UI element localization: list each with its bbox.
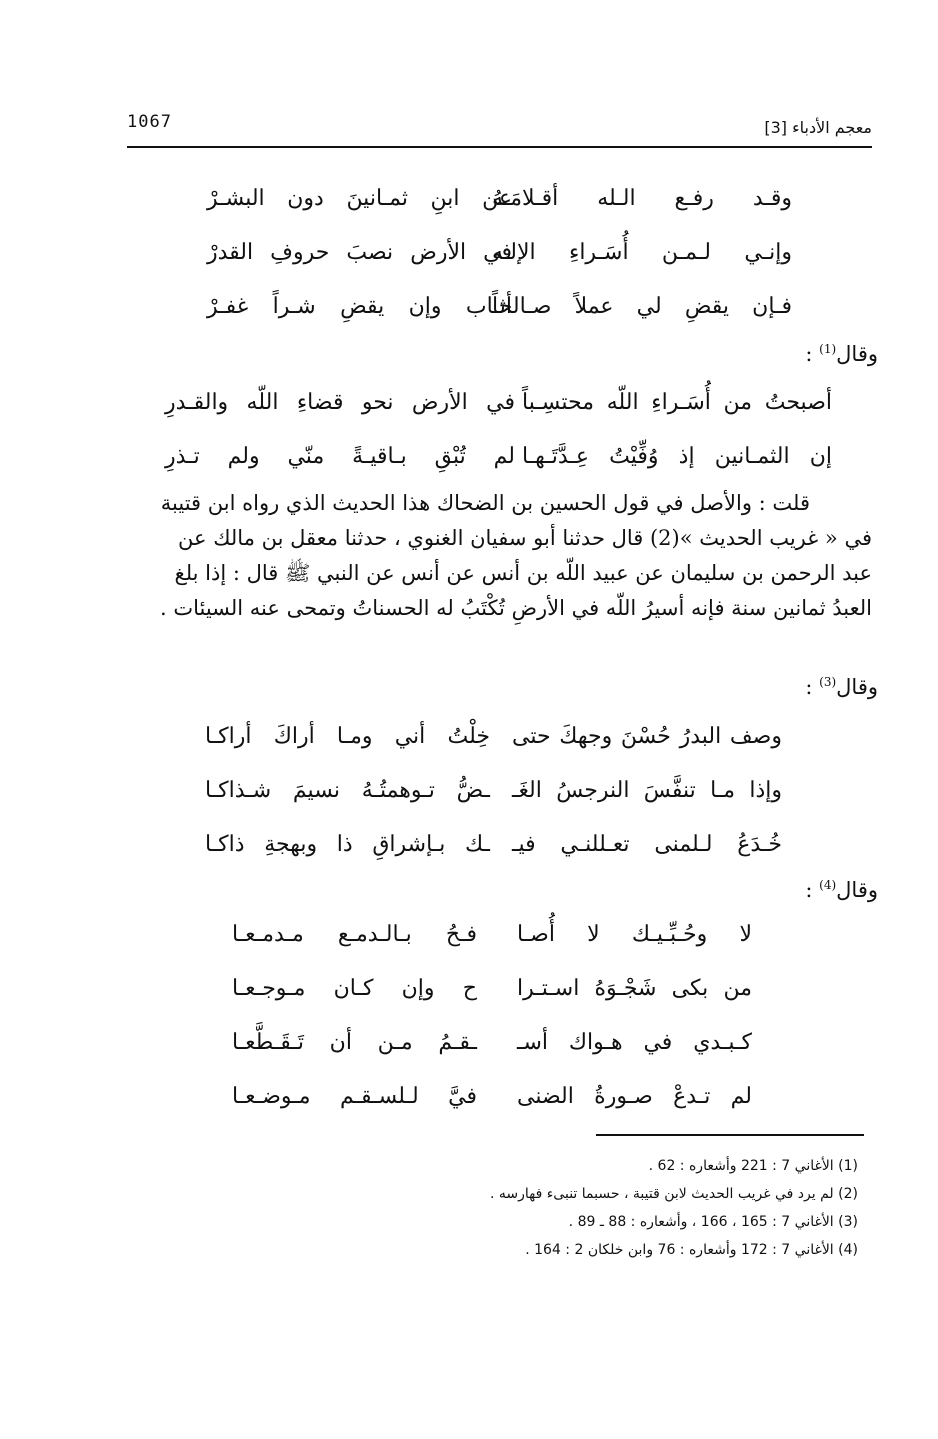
second-hemistich: ح وإن كـان مـوجـعـا: [232, 976, 477, 1001]
poem-intro: [805, 675, 878, 699]
verse-line: [127, 768, 872, 822]
first-hemistich: لا وحُـبِّـيـك لا أُصـا: [517, 922, 752, 947]
intro-text: وقال: [836, 342, 878, 366]
poem-intro: [805, 342, 878, 366]
poem-2: [127, 380, 872, 488]
second-hemistich: خِلْتُ أني ومـا أراكَ أراكـا: [205, 724, 490, 749]
footnote-ref: (3): [819, 675, 837, 689]
second-hemistich: لم تُبْقِ بـاقيـةً منّي ولم تـذرِ: [165, 444, 515, 469]
footnote-item: (4) الأغاني 7 : 172 وأشعاره : 76 وابن خلكان 2 : 164 .: [525, 1242, 858, 1258]
prose-paragraph: [125, 486, 872, 626]
first-hemistich: أصبحتُ من أُسَـراءِ اللّه محتسِـباً: [522, 390, 832, 415]
footnote-item: (1) الأغاني 7 : 221 وأشعاره : 62 .: [648, 1158, 858, 1174]
second-hemistich: أثـاب وإن يقضِ شـراً غفـرْ: [207, 294, 512, 319]
prose-line: قلت : والأصل في قول الحسين بن الضحاك هذا الحديث الذي رواه ابن قتيبة: [160, 491, 810, 515]
verse-line: [127, 822, 872, 876]
first-hemistich: من بكى شَجْـوَهُ اسـتـرا: [517, 976, 752, 1001]
second-hemistich: في الأرض نصبَ حروفِ القدرْ: [207, 240, 512, 265]
footnotes: [118, 1158, 858, 1270]
footnote-divider: [596, 1134, 864, 1136]
first-hemistich: خُـدَعُ لـلمنى تعـللنـي فيـ: [512, 832, 782, 857]
intro-text: وقال: [836, 878, 878, 902]
verse-line: [127, 434, 872, 488]
verse-line: [127, 176, 872, 230]
footnote-ref: (1): [819, 342, 837, 356]
second-hemistich: ـقـمُ مـن أن تَـقَـطَّعـا: [232, 1030, 477, 1055]
intro-text: وقال: [836, 675, 878, 699]
second-hemistich: عن ابنِ ثمـانينَ دون البشـرْ: [207, 186, 512, 211]
second-hemistich: ـك بـإشراقِ ذا وبهجةِ ذاكـا: [205, 832, 490, 857]
prose-line: في « غريب الحديث »(2) قال حدثنا أبو سفيان الغنوي ، حدثنا معقل بن مالك عن: [178, 526, 872, 550]
first-hemistich: وقـد رفـع الـله أقـلامَـهُ: [492, 186, 792, 211]
footnote-item: (3) الأغاني 7 : 165 ، 166 ، وأشعاره : 88 ـ 89 .: [568, 1214, 858, 1230]
poem-1: [127, 176, 872, 338]
intro-colon: :: [805, 342, 820, 366]
verse-line: [127, 912, 872, 966]
first-hemistich: كـبـدي في هـواك أسـ: [517, 1030, 752, 1055]
page-header: [127, 104, 872, 148]
verse-line: [127, 714, 872, 768]
verse-line: [127, 284, 872, 338]
second-hemistich: ـضُّ تـوهمتُـهُ نسيمَ شـذاكـا: [205, 778, 490, 803]
header-divider: [127, 146, 872, 148]
page-number: 1067: [127, 112, 172, 132]
intro-colon: :: [805, 878, 820, 902]
first-hemistich: إن الثمـانين إذ وُفِّيْتُ عِـدَّتَـهـا: [522, 444, 832, 469]
footnote-item: (2) لم يرد في غريب الحديث لابن قتيبة ، حسبما تنبىء فهارسه .: [489, 1186, 858, 1202]
intro-colon: :: [805, 675, 820, 699]
second-hemistich: في الأرض نحو قضاءِ اللّه والقـدرِ: [165, 390, 515, 415]
first-hemistich: لم تـدعْ صـورةُ الضنى: [517, 1084, 752, 1109]
verse-line: [127, 966, 872, 1020]
prose-line: عبد الرحمن بن سليمان عن عبيد اللّه بن أنس عن أنس عن النبي ﷺ قال : إذا بلغ: [174, 561, 872, 585]
poem-intro: [805, 878, 878, 902]
running-head: معجم الأدباء [3]: [764, 118, 872, 137]
first-hemistich: وإنـي لـمـن أُسَـراءِ الإلـه: [492, 240, 792, 265]
poem-3: [127, 714, 872, 876]
verse-line: [127, 1020, 872, 1074]
first-hemistich: وإذا مـا تنفَّسَ النرجسُ الغَـ: [512, 778, 782, 803]
first-hemistich: وصف البدرُ حُسْنَ وجهكَ حتى: [512, 724, 782, 749]
verse-line: [127, 1074, 872, 1128]
second-hemistich: فيَّ لـلسـقـم مـوضـعـا: [232, 1084, 477, 1109]
poem-4: [127, 912, 872, 1128]
first-hemistich: فـإن يقضِ لي عملاً صـالحاً: [492, 294, 792, 319]
verse-line: [127, 380, 872, 434]
verse-line: [127, 230, 872, 284]
footnote-ref: (4): [819, 878, 837, 892]
prose-line: العبدُ ثمانين سنة فإنه أسيرُ اللّه في الأرضِ تُكْتَبُ له الحسناتُ وتمحى عنه السيئات .: [159, 596, 872, 620]
second-hemistich: فـحُ بـالـدمـع مـدمـعـا: [232, 922, 477, 947]
